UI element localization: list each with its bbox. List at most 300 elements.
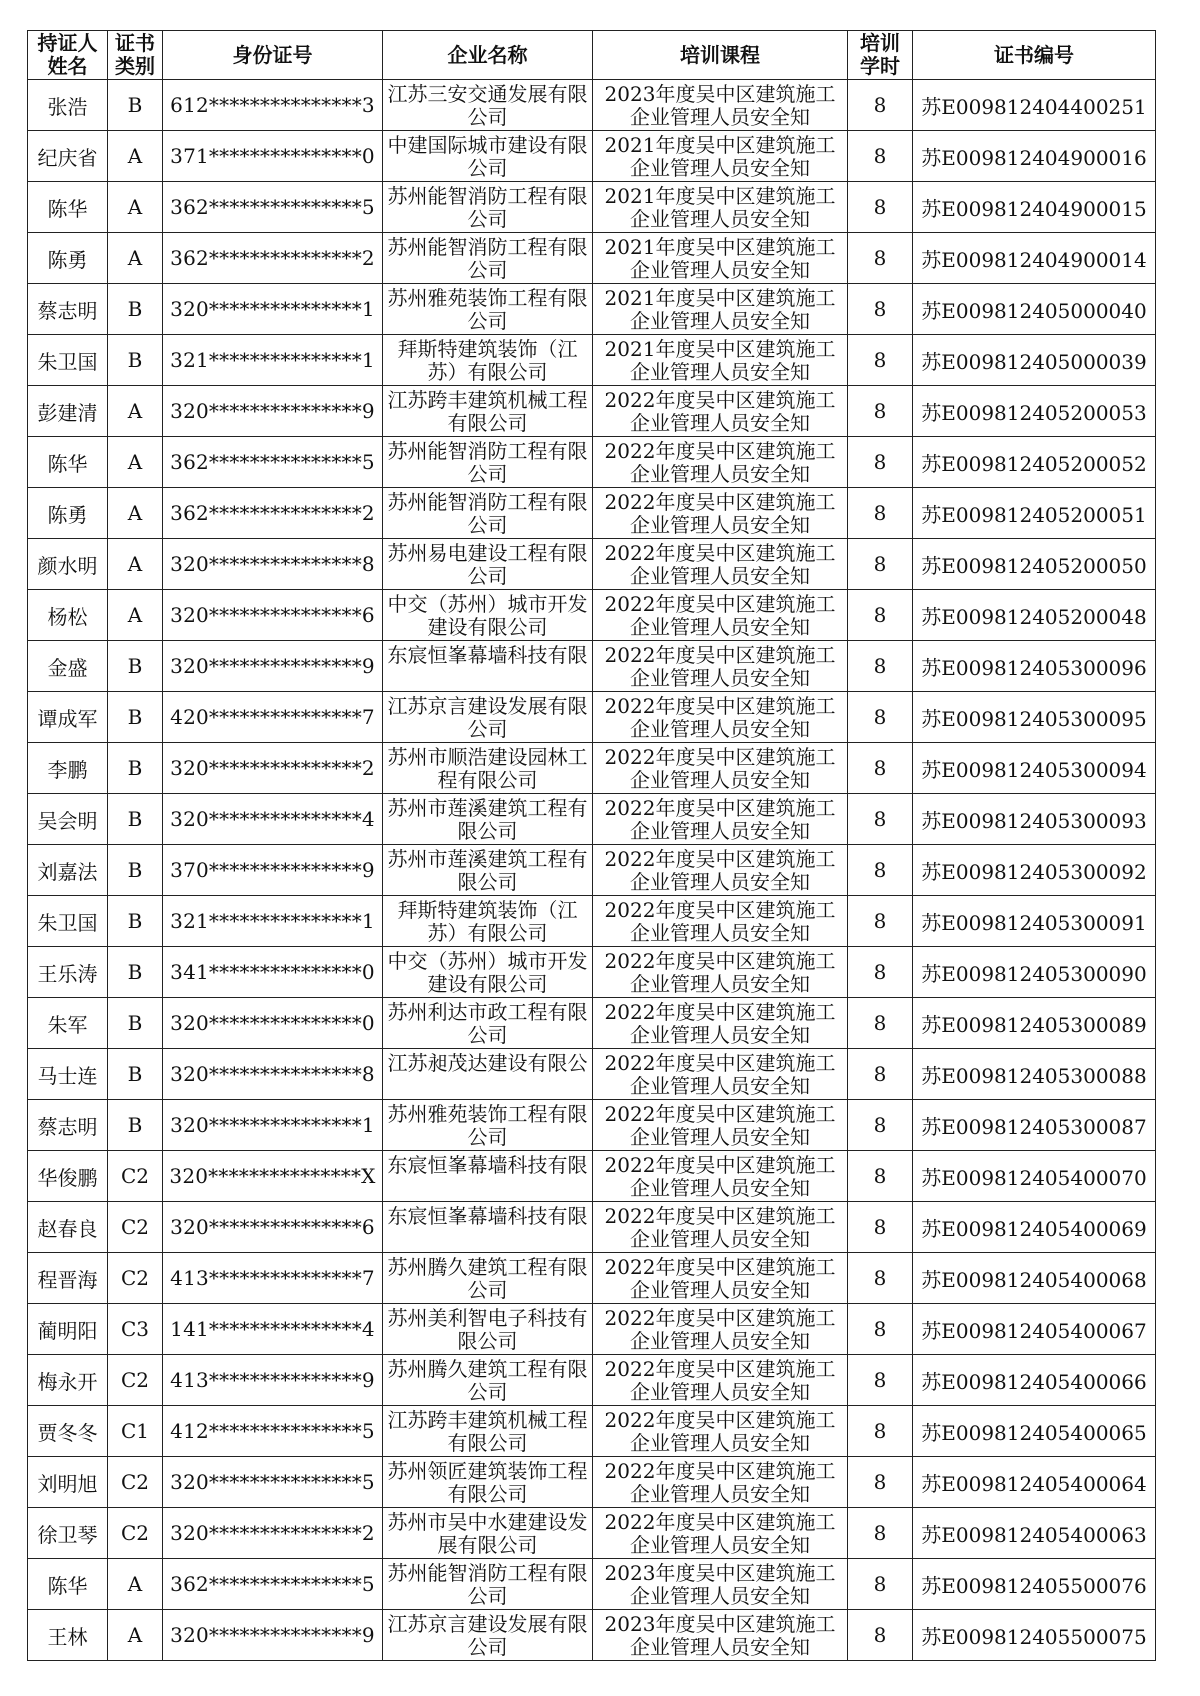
cell-name: 赵春良	[28, 1202, 108, 1253]
cell-company	[383, 590, 593, 641]
cell-company	[383, 1100, 593, 1151]
table-row	[28, 488, 1156, 539]
cell-name: 徐卫琴	[28, 1508, 108, 1559]
cell-course	[593, 1610, 848, 1661]
cell-certificate-number: 苏E009812405300096	[913, 641, 1156, 692]
cell-course	[593, 896, 848, 947]
cell-course	[593, 1253, 848, 1304]
table-row	[28, 1355, 1156, 1406]
cell-course-text: 2022年度吴中区建筑施工企业管理人员安全知	[604, 1051, 836, 1098]
cell-type: B	[108, 845, 163, 896]
cell-certificate-number: 苏E009812405000040	[913, 284, 1156, 335]
cell-course-text: 2022年度吴中区建筑施工企业管理人员安全知	[604, 541, 836, 588]
cell-company-text: 拜斯特建筑装饰（江苏）有限公司	[397, 898, 578, 945]
cell-company	[383, 692, 593, 743]
cell-name: 颜水明	[28, 539, 108, 590]
cell-course	[593, 1100, 848, 1151]
cell-course-text: 2022年度吴中区建筑施工企业管理人员安全知	[604, 1204, 836, 1251]
cell-type: A	[108, 590, 163, 641]
cell-certificate-number: 苏E009812405200050	[913, 539, 1156, 590]
cell-hours: 8	[848, 1610, 913, 1661]
cell-name: 梅永开	[28, 1355, 108, 1406]
cell-company-text: 苏州雅苑装饰工程有限公司	[387, 1102, 588, 1149]
cell-company	[383, 1610, 593, 1661]
cell-id-number: 320***************X	[163, 1151, 383, 1202]
table-row	[28, 692, 1156, 743]
cell-certificate-number: 苏E009812405300088	[913, 1049, 1156, 1100]
cell-course	[593, 131, 848, 182]
cell-company-text: 苏州领匠建筑装饰工程有限公司	[387, 1459, 588, 1506]
table-row	[28, 1610, 1156, 1661]
cell-name: 陈华	[28, 1559, 108, 1610]
cell-course	[593, 947, 848, 998]
cell-company	[383, 233, 593, 284]
cell-hours: 8	[848, 284, 913, 335]
cell-course-text: 2023年度吴中区建筑施工企业管理人员安全知	[604, 82, 836, 129]
cell-id-number: 412***************5	[163, 1406, 383, 1457]
cell-course-text: 2022年度吴中区建筑施工企业管理人员安全知	[604, 796, 836, 843]
cell-type: A	[108, 488, 163, 539]
cell-type: A	[108, 131, 163, 182]
cell-type: A	[108, 182, 163, 233]
cell-company	[383, 284, 593, 335]
cell-type: B	[108, 284, 163, 335]
cell-certificate-number: 苏E009812405200051	[913, 488, 1156, 539]
cell-course	[593, 182, 848, 233]
cell-hours: 8	[848, 1304, 913, 1355]
cell-course	[593, 1304, 848, 1355]
cell-course-text: 2022年度吴中区建筑施工企业管理人员安全知	[604, 1153, 836, 1200]
cell-type: C2	[108, 1151, 163, 1202]
cell-company	[383, 743, 593, 794]
cell-id-number: 362***************5	[163, 182, 383, 233]
cell-company	[383, 488, 593, 539]
cell-course	[593, 998, 848, 1049]
cell-name: 杨松	[28, 590, 108, 641]
cell-certificate-number: 苏E009812405300091	[913, 896, 1156, 947]
cell-id-number: 420***************7	[163, 692, 383, 743]
cell-name: 彭建清	[28, 386, 108, 437]
cell-type: C2	[108, 1355, 163, 1406]
cell-name: 朱卫国	[28, 896, 108, 947]
header-hours	[848, 31, 913, 80]
cell-id-number: 320***************1	[163, 1100, 383, 1151]
cell-type: C2	[108, 1202, 163, 1253]
cell-id-number: 320***************0	[163, 998, 383, 1049]
cell-id-number: 320***************8	[163, 1049, 383, 1100]
table-row	[28, 182, 1156, 233]
cell-type: B	[108, 335, 163, 386]
cell-company	[383, 1304, 593, 1355]
cell-company	[383, 845, 593, 896]
table-row	[28, 641, 1156, 692]
cell-company	[383, 1406, 593, 1457]
cell-hours: 8	[848, 641, 913, 692]
cell-company-text: 苏州易电建设工程有限公司	[387, 541, 588, 588]
table-row	[28, 998, 1156, 1049]
cell-hours: 8	[848, 1100, 913, 1151]
cell-id-number: 320***************9	[163, 641, 383, 692]
cell-hours: 8	[848, 488, 913, 539]
cell-certificate-number: 苏E009812405500076	[913, 1559, 1156, 1610]
cell-company	[383, 896, 593, 947]
cell-name: 王林	[28, 1610, 108, 1661]
cell-name: 程晋海	[28, 1253, 108, 1304]
cell-company-text: 江苏跨丰建筑机械工程有限公司	[387, 388, 588, 435]
cell-certificate-number: 苏E009812405300094	[913, 743, 1156, 794]
cell-id-number: 320***************5	[163, 1457, 383, 1508]
cell-type: B	[108, 80, 163, 131]
cell-course	[593, 1406, 848, 1457]
cell-type: B	[108, 947, 163, 998]
cell-type: C1	[108, 1406, 163, 1457]
table-row	[28, 1559, 1156, 1610]
cell-type: C2	[108, 1457, 163, 1508]
cell-course	[593, 794, 848, 845]
cell-course-text: 2023年度吴中区建筑施工企业管理人员安全知	[604, 1561, 836, 1608]
cell-id-number: 612***************3	[163, 80, 383, 131]
cell-hours: 8	[848, 947, 913, 998]
cell-id-number: 341***************0	[163, 947, 383, 998]
cell-course	[593, 1151, 848, 1202]
roster-body	[28, 80, 1156, 1661]
cell-course	[593, 845, 848, 896]
cell-hours: 8	[848, 1253, 913, 1304]
cell-course	[593, 590, 848, 641]
header-name-line2: 姓名	[47, 54, 88, 78]
cell-hours: 8	[848, 1202, 913, 1253]
cell-id-number: 320***************2	[163, 1508, 383, 1559]
cell-course	[593, 488, 848, 539]
header-type	[108, 31, 163, 80]
table-row	[28, 386, 1156, 437]
cell-company-text: 苏州市莲溪建筑工程有限公司	[387, 847, 588, 894]
cell-course-text: 2022年度吴中区建筑施工企业管理人员安全知	[604, 1306, 836, 1353]
cell-company	[383, 437, 593, 488]
cell-company	[383, 794, 593, 845]
cell-course	[593, 692, 848, 743]
cell-course-text: 2022年度吴中区建筑施工企业管理人员安全知	[604, 694, 836, 741]
cell-name: 朱卫国	[28, 335, 108, 386]
cell-hours: 8	[848, 896, 913, 947]
cell-hours: 8	[848, 335, 913, 386]
cell-certificate-number: 苏E009812404400251	[913, 80, 1156, 131]
cell-name: 刘明旭	[28, 1457, 108, 1508]
cell-company-text: 苏州腾久建筑工程有限公司	[387, 1255, 588, 1302]
cell-certificate-number: 苏E009812405400068	[913, 1253, 1156, 1304]
cell-company-text: 苏州利达市政工程有限公司	[387, 1000, 588, 1047]
cell-id-number: 362***************2	[163, 488, 383, 539]
cell-certificate-number: 苏E009812404900015	[913, 182, 1156, 233]
cell-company	[383, 641, 593, 692]
table-row	[28, 335, 1156, 386]
cell-id-number: 320***************9	[163, 386, 383, 437]
cell-company-text: 东宸恒峯幕墙科技有限	[387, 1153, 588, 1177]
cell-id-number: 320***************1	[163, 284, 383, 335]
cell-certificate-number: 苏E009812405300095	[913, 692, 1156, 743]
cell-company-text: 江苏跨丰建筑机械工程有限公司	[387, 1408, 588, 1455]
cell-company-text: 苏州能智消防工程有限公司	[387, 490, 588, 537]
cell-hours: 8	[848, 1559, 913, 1610]
cell-name: 纪庆省	[28, 131, 108, 182]
cell-id-number: 413***************7	[163, 1253, 383, 1304]
cell-hours: 8	[848, 845, 913, 896]
cell-certificate-number: 苏E009812404900016	[913, 131, 1156, 182]
cell-company-text: 苏州美利智电子科技有限公司	[387, 1306, 588, 1353]
table-row	[28, 284, 1156, 335]
cell-company-text: 苏州能智消防工程有限公司	[387, 1561, 588, 1608]
cell-company-text: 中交（苏州）城市开发建设有限公司	[387, 949, 588, 996]
cell-course-text: 2021年度吴中区建筑施工企业管理人员安全知	[604, 235, 836, 282]
cell-type: B	[108, 692, 163, 743]
cell-course-text: 2021年度吴中区建筑施工企业管理人员安全知	[604, 286, 836, 333]
cell-certificate-number: 苏E009812405400063	[913, 1508, 1156, 1559]
cell-course-text: 2022年度吴中区建筑施工企业管理人员安全知	[604, 1408, 836, 1455]
header-row	[28, 31, 1156, 80]
cell-name: 贾冬冬	[28, 1406, 108, 1457]
cell-company-text: 苏州雅苑装饰工程有限公司	[387, 286, 588, 333]
header-cert: 证书编号	[913, 31, 1156, 80]
cell-certificate-number: 苏E009812405300092	[913, 845, 1156, 896]
cell-company-text: 苏州市吴中水建建设发展有限公司	[387, 1510, 588, 1557]
cell-type: B	[108, 896, 163, 947]
cell-certificate-number: 苏E009812405200048	[913, 590, 1156, 641]
cell-hours: 8	[848, 233, 913, 284]
cell-company	[383, 947, 593, 998]
table-row	[28, 896, 1156, 947]
cell-name: 王乐涛	[28, 947, 108, 998]
cell-name: 李鹏	[28, 743, 108, 794]
cell-name: 刘嘉法	[28, 845, 108, 896]
cell-type: C3	[108, 1304, 163, 1355]
header-name-line1: 持证人	[37, 31, 98, 55]
cell-certificate-number: 苏E009812405400064	[913, 1457, 1156, 1508]
cell-course-text: 2021年度吴中区建筑施工企业管理人员安全知	[604, 184, 836, 231]
cell-id-number: 362***************5	[163, 437, 383, 488]
table-row	[28, 1253, 1156, 1304]
cell-certificate-number: 苏E009812405300090	[913, 947, 1156, 998]
cell-hours: 8	[848, 1457, 913, 1508]
cell-name: 吴会明	[28, 794, 108, 845]
cell-certificate-number: 苏E009812405400066	[913, 1355, 1156, 1406]
cell-company	[383, 386, 593, 437]
cell-name: 谭成军	[28, 692, 108, 743]
cell-certificate-number: 苏E009812405000039	[913, 335, 1156, 386]
cell-course-text: 2022年度吴中区建筑施工企业管理人员安全知	[604, 592, 836, 639]
cell-company-text: 苏州能智消防工程有限公司	[387, 439, 588, 486]
cell-company-text: 苏州能智消防工程有限公司	[387, 184, 588, 231]
cell-course-text: 2021年度吴中区建筑施工企业管理人员安全知	[604, 337, 836, 384]
cell-name: 蔺明阳	[28, 1304, 108, 1355]
cell-course-text: 2022年度吴中区建筑施工企业管理人员安全知	[604, 1000, 836, 1047]
cell-course	[593, 1202, 848, 1253]
cell-type: C2	[108, 1253, 163, 1304]
table-row	[28, 947, 1156, 998]
cell-company	[383, 1559, 593, 1610]
cell-type: B	[108, 641, 163, 692]
cell-type: A	[108, 1610, 163, 1661]
cell-type: A	[108, 233, 163, 284]
cell-company	[383, 1202, 593, 1253]
table-row	[28, 1100, 1156, 1151]
cell-hours: 8	[848, 1508, 913, 1559]
cell-certificate-number: 苏E009812405200053	[913, 386, 1156, 437]
cell-certificate-number: 苏E009812405300093	[913, 794, 1156, 845]
cell-company	[383, 80, 593, 131]
header-hours-line1: 培训	[860, 31, 900, 55]
cell-hours: 8	[848, 539, 913, 590]
cell-course	[593, 437, 848, 488]
cell-id-number: 320***************2	[163, 743, 383, 794]
cell-course	[593, 233, 848, 284]
cell-course	[593, 743, 848, 794]
cell-company	[383, 539, 593, 590]
cell-id-number: 141***************4	[163, 1304, 383, 1355]
cell-id-number: 370***************9	[163, 845, 383, 896]
cell-hours: 8	[848, 590, 913, 641]
table-row	[28, 1457, 1156, 1508]
cell-name: 陈华	[28, 437, 108, 488]
cell-type: C2	[108, 1508, 163, 1559]
cell-hours: 8	[848, 131, 913, 182]
cell-company-text: 东宸恒峯幕墙科技有限	[387, 643, 588, 667]
cell-course	[593, 1049, 848, 1100]
cell-company-text: 中交（苏州）城市开发建设有限公司	[387, 592, 588, 639]
cell-id-number: 320***************8	[163, 539, 383, 590]
cell-company-text: 拜斯特建筑装饰（江苏）有限公司	[397, 337, 578, 384]
table-row	[28, 794, 1156, 845]
cell-id-number: 413***************9	[163, 1355, 383, 1406]
cell-id-number: 320***************6	[163, 1202, 383, 1253]
cell-id-number: 320***************4	[163, 794, 383, 845]
header-company: 企业名称	[383, 31, 593, 80]
cell-type: A	[108, 386, 163, 437]
cell-certificate-number: 苏E009812405400065	[913, 1406, 1156, 1457]
table-row	[28, 590, 1156, 641]
table-row	[28, 1049, 1156, 1100]
cell-id-number: 362***************2	[163, 233, 383, 284]
cell-hours: 8	[848, 998, 913, 1049]
cell-type: B	[108, 998, 163, 1049]
cell-type: B	[108, 1100, 163, 1151]
cell-course	[593, 641, 848, 692]
table-row	[28, 437, 1156, 488]
cell-course-text: 2022年度吴中区建筑施工企业管理人员安全知	[604, 1510, 836, 1557]
cell-course	[593, 80, 848, 131]
table-row	[28, 539, 1156, 590]
cell-course	[593, 1559, 848, 1610]
cell-course	[593, 1508, 848, 1559]
table-row	[28, 1508, 1156, 1559]
cell-hours: 8	[848, 386, 913, 437]
cell-id-number: 362***************5	[163, 1559, 383, 1610]
cell-course-text: 2022年度吴中区建筑施工企业管理人员安全知	[604, 439, 836, 486]
cell-company	[383, 998, 593, 1049]
cell-company-text: 江苏京言建设发展有限公司	[387, 1612, 588, 1659]
cell-id-number: 321***************1	[163, 896, 383, 947]
cell-course-text: 2022年度吴中区建筑施工企业管理人员安全知	[604, 1102, 836, 1149]
table-row	[28, 131, 1156, 182]
table-row	[28, 1151, 1156, 1202]
cell-id-number: 321***************1	[163, 335, 383, 386]
cell-id-number: 320***************6	[163, 590, 383, 641]
cell-id-number: 371***************0	[163, 131, 383, 182]
cell-company	[383, 1508, 593, 1559]
header-hours-line2: 学时	[860, 54, 900, 78]
cell-company-text: 江苏昶茂达建设有限公	[387, 1051, 588, 1075]
cell-course	[593, 1355, 848, 1406]
cell-company-text: 中建国际城市建设有限公司	[387, 133, 588, 180]
cell-company	[383, 1355, 593, 1406]
cell-certificate-number: 苏E009812405500075	[913, 1610, 1156, 1661]
table-row	[28, 743, 1156, 794]
cell-company-text: 江苏三安交通发展有限公司	[387, 82, 588, 129]
cell-id-number: 320***************9	[163, 1610, 383, 1661]
cell-type: A	[108, 539, 163, 590]
cell-certificate-number: 苏E009812405300089	[913, 998, 1156, 1049]
cell-hours: 8	[848, 743, 913, 794]
table-row	[28, 1304, 1156, 1355]
table-row	[28, 1406, 1156, 1457]
cell-course-text: 2022年度吴中区建筑施工企业管理人员安全知	[604, 1459, 836, 1506]
header-id: 身份证号	[163, 31, 383, 80]
cell-hours: 8	[848, 1151, 913, 1202]
cell-certificate-number: 苏E009812404900014	[913, 233, 1156, 284]
cell-company	[383, 1049, 593, 1100]
cell-company	[383, 1253, 593, 1304]
cell-name: 陈勇	[28, 233, 108, 284]
table-row	[28, 845, 1156, 896]
cell-hours: 8	[848, 80, 913, 131]
cell-company	[383, 335, 593, 386]
cell-type: B	[108, 794, 163, 845]
cell-name: 华俊鹏	[28, 1151, 108, 1202]
cell-name: 马士连	[28, 1049, 108, 1100]
cell-company-text: 苏州能智消防工程有限公司	[387, 235, 588, 282]
cell-course	[593, 335, 848, 386]
cell-course-text: 2022年度吴中区建筑施工企业管理人员安全知	[604, 1255, 836, 1302]
cell-company	[383, 131, 593, 182]
cell-type: B	[108, 743, 163, 794]
table-row	[28, 233, 1156, 284]
header-course: 培训课程	[593, 31, 848, 80]
cell-course	[593, 539, 848, 590]
cell-name: 陈华	[28, 182, 108, 233]
cell-course	[593, 1457, 848, 1508]
cell-company-text: 江苏京言建设发展有限公司	[387, 694, 588, 741]
certificate-roster-table	[27, 30, 1156, 1661]
table-row	[28, 1202, 1156, 1253]
cell-hours: 8	[848, 692, 913, 743]
cell-company	[383, 1151, 593, 1202]
cell-name: 蔡志明	[28, 284, 108, 335]
cell-course	[593, 284, 848, 335]
cell-certificate-number: 苏E009812405400070	[913, 1151, 1156, 1202]
cell-company-text: 苏州市顺浩建设园林工程有限公司	[387, 745, 588, 792]
cell-hours: 8	[848, 794, 913, 845]
cell-course-text: 2022年度吴中区建筑施工企业管理人员安全知	[604, 1357, 836, 1404]
cell-company-text: 苏州腾久建筑工程有限公司	[387, 1357, 588, 1404]
cell-company	[383, 182, 593, 233]
header-type-line2: 类别	[115, 54, 155, 78]
cell-hours: 8	[848, 437, 913, 488]
cell-hours: 8	[848, 1355, 913, 1406]
cell-course-text: 2022年度吴中区建筑施工企业管理人员安全知	[604, 847, 836, 894]
cell-course	[593, 386, 848, 437]
cell-name: 蔡志明	[28, 1100, 108, 1151]
cell-certificate-number: 苏E009812405400069	[913, 1202, 1156, 1253]
header-name	[28, 31, 108, 80]
